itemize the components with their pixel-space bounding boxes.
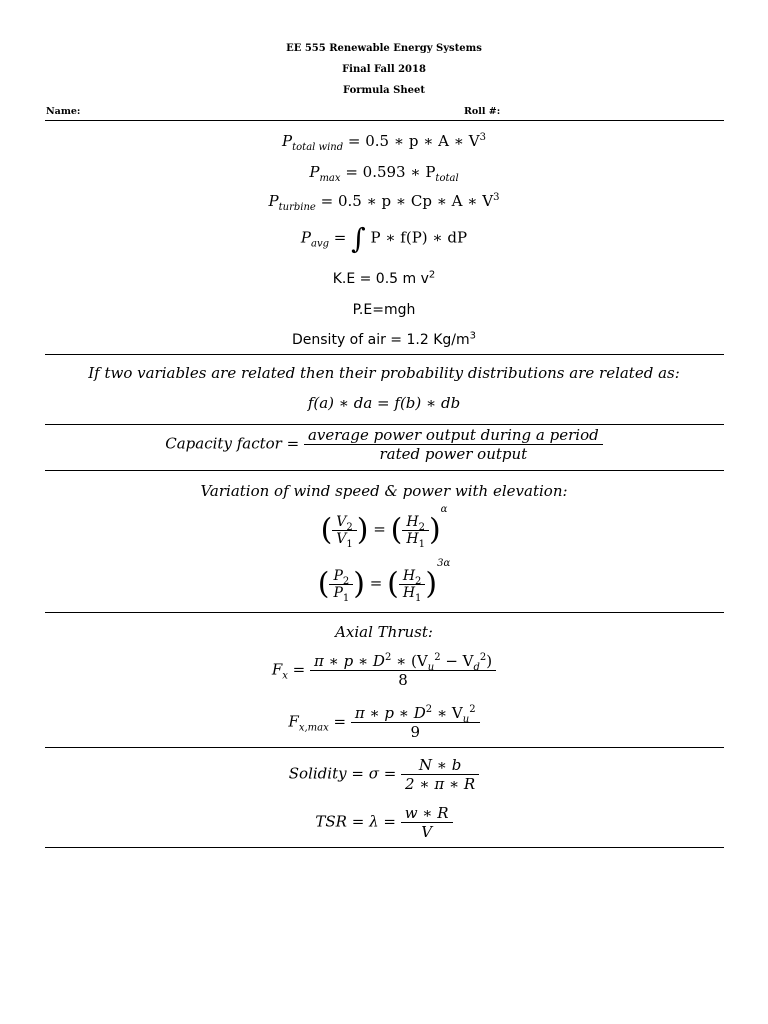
- divider-bottom: [45, 847, 724, 848]
- divider-3: [45, 470, 724, 471]
- sheet-title: Formula Sheet: [343, 85, 425, 96]
- axial-thrust-formula: $F_x$ = $\frac{\pi ∗ p ∗ D^2 ∗ (V_u^2 - V_d^2)}{8}$: [0, 652, 768, 689]
- air-density-value: Density of air = 1.2 $Kg/m^3$: [292, 330, 476, 348]
- divider-2: [45, 424, 724, 425]
- max-power-formula: $P_{max} = 0.593$ ∗ $P_{total}$: [309, 163, 459, 184]
- probability-statement: If two variables are related then their probability distributions are related as:: [88, 364, 680, 382]
- power-elevation-formula: ( $\frac{P_2}{P_1}$ ) = ( $\frac{H_2}{H_1}$ )$^{3\alpha}$: [317, 558, 451, 604]
- divider-5: [45, 747, 724, 748]
- wind-speed-elevation-formula: ( $\frac{V_2}{V_1}$ ) = ( $\frac{H_2}{H_1}$ )$^\alpha$: [320, 504, 448, 550]
- max-axial-thrust-formula: $F_{x,max}$ = $\frac{\pi ∗ p ∗ D^2 ∗ V_u^2}{9}$: [0, 704, 768, 741]
- axial-thrust-title: Axial Thrust:: [335, 623, 433, 641]
- solidity-formula: Solidity = σ = $\frac{N ∗ b}{2 ∗ \pi ∗ R}$: [0, 756, 768, 793]
- potential-energy-formula: P.E=mgh: [352, 302, 416, 318]
- exam-title: Final Fall 2018: [342, 64, 426, 75]
- kinetic-energy-formula: K.E = 0.5 m $v^2$: [332, 269, 436, 287]
- total-wind-power-formula: $P_{total wind} = 0.5$ ∗ p ∗ A ∗ $V^3$: [282, 132, 486, 153]
- divider-1: [45, 354, 724, 355]
- course-title: EE 555 Renewable Energy Systems: [286, 43, 482, 54]
- name-roll-line: [46, 106, 724, 117]
- average-power-formula: $P_{avg}$ = ∫ P ∗ f(P) ∗ dP: [300, 222, 468, 255]
- name-label: Name:: [46, 106, 81, 117]
- capacity-factor-formula: Capacity factor = $\frac{\text{average power output during a period}}{\text{rated power output}}$: [0, 426, 768, 463]
- tip-speed-ratio-formula: TSR = λ = $\frac{w ∗ R}{V}$: [0, 804, 768, 841]
- probability-relation: f(a) ∗ da = f(b) ∗ db: [307, 394, 461, 412]
- turbine-power-formula: $P_{turbine} = 0.5$ ∗ p ∗ Cp ∗ A ∗ $V^3$: [268, 192, 500, 213]
- divider-top: [45, 120, 724, 121]
- divider-4: [45, 612, 724, 613]
- elevation-title: Variation of wind speed & power with elevation:: [200, 482, 568, 500]
- roll-label: Roll #:: [464, 106, 501, 117]
